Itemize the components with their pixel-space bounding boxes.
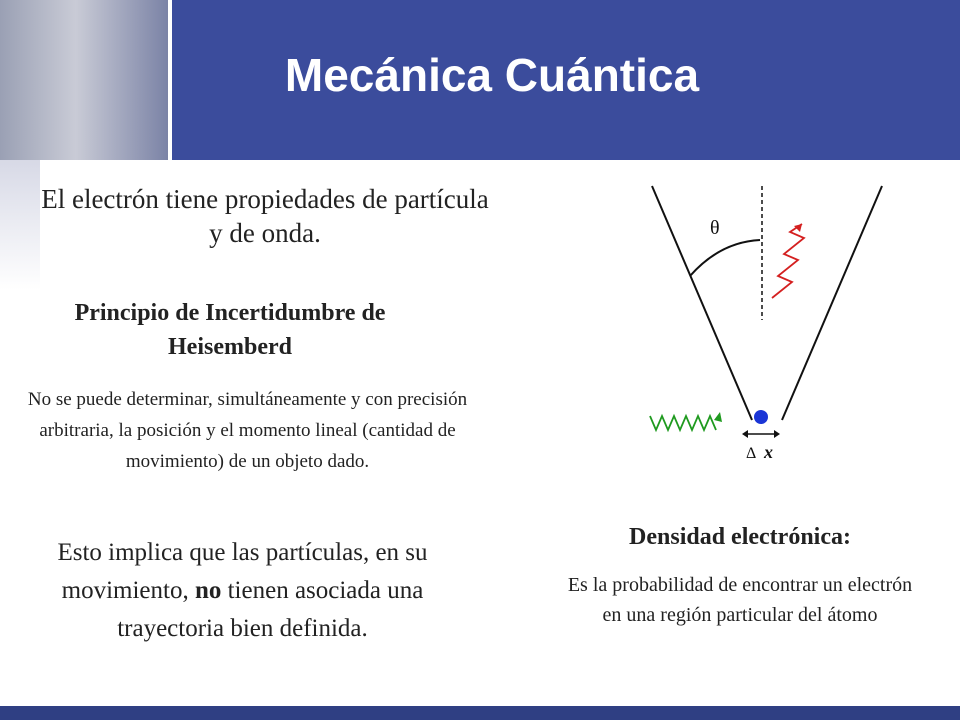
microscope-left-edge [652,186,752,420]
implication-emphasis: no [194,577,222,604]
flask-image-lower [0,160,40,290]
electron-dot [754,410,768,424]
delta-x-arrowhead-right [774,430,780,438]
incoming-photon-wave [650,416,716,430]
principle-text: No se puede determinar, simultáneamente y con precisión arbitraria, la posición y el momento lineal (cantidad de movimiento) de un objeto dado. [27,389,468,472]
delta-label: Δ [746,445,757,462]
density-text: Es la probabilidad de encontrar un electrón en una región particular del átomo [567,574,913,626]
intro-text: El electrón tiene propiedades de partícula y de onda. [41,184,489,248]
implication-text [30,534,455,648]
uncertainty-diagram [632,180,902,480]
density-title: Densidad electrónica: [629,524,851,550]
footer-band [0,706,960,720]
x-label: x [764,442,773,462]
incoming-photon-arrowhead [714,412,722,422]
scattered-photon-wave [772,224,804,298]
microscope-right-edge [782,186,882,420]
theta-arc [690,240,760,276]
delta-x-arrowhead-left [742,430,748,438]
implication-before: Esto implica que las partículas, en su movimiento, [57,539,428,604]
principle-title: Principio de Incertidumbre de Heisemberd [74,300,386,360]
theta-label: θ [710,217,720,239]
flask-image [0,0,168,160]
slide-title: Mecánica Cuántica [284,49,700,101]
implication-after: tienen asociada una trayectoria bien definida. [117,577,424,642]
